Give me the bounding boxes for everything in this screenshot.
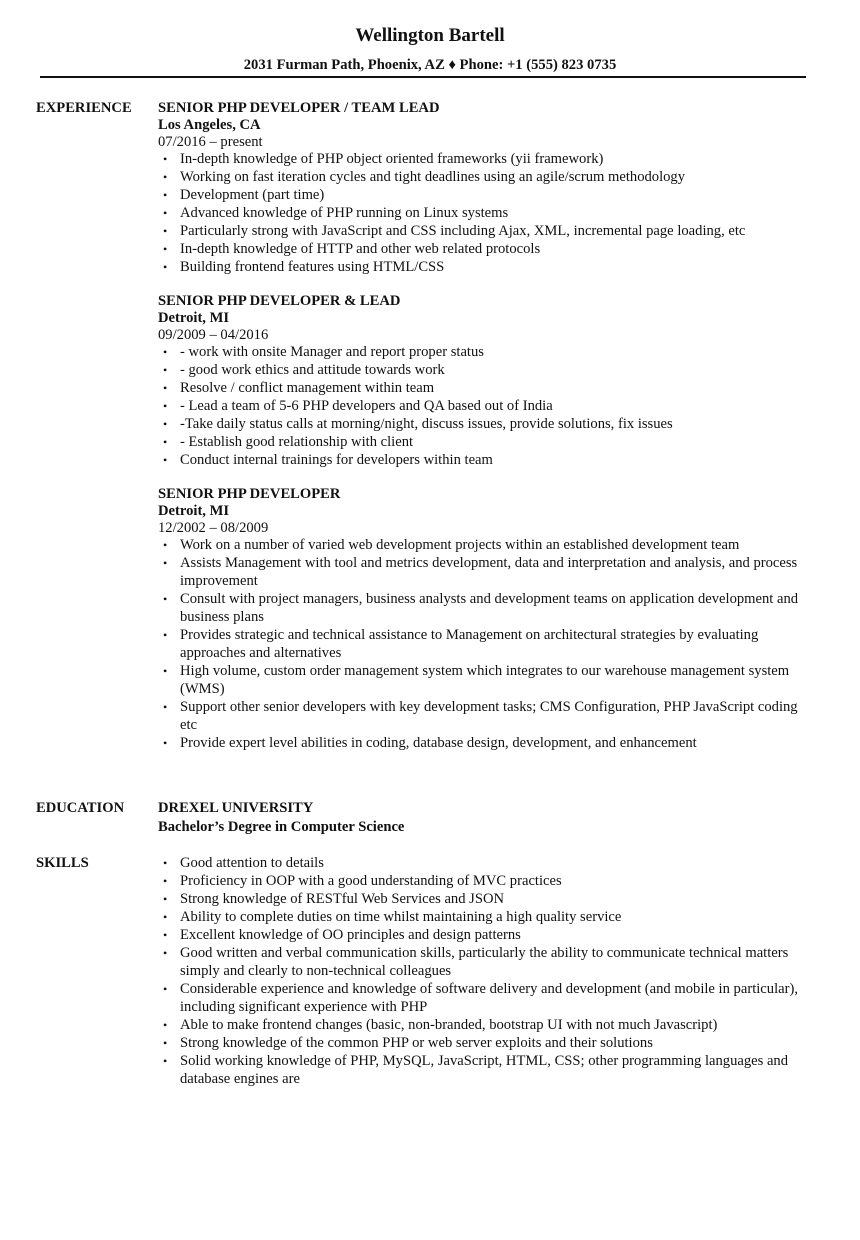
experience-body <box>158 99 818 768</box>
list-item: • Solid working knowledge of PHP, MySQL, JavaScript, HTML, CSS; other programming languages and database engines are <box>163 1053 789 1087</box>
list-item: • Good written and verbal communication skills, particularly the ability to communicate technical matters simply and clearly to non-technical colleagues <box>163 945 789 979</box>
bullet-icon: • <box>163 435 168 449</box>
bullet-icon: • <box>163 399 168 413</box>
education-body <box>158 799 818 837</box>
section-label-experience: EXPERIENCE <box>36 100 132 116</box>
list-item: • Provides strategic and technical assistance to Management on architectural strategies by evaluating approaches and alternatives <box>163 627 759 661</box>
list-item: • Particularly strong with JavaScript and CSS including Ajax, XML, incremental page loading, etc <box>163 223 746 239</box>
job-dates: 07/2016 – present <box>158 134 263 150</box>
list-item: • In-depth knowledge of PHP object oriented frameworks (yii framework) <box>163 151 604 167</box>
list-item: • Assists Management with tool and metrics development, data and interpretation and analysis, and process improvement <box>163 555 798 589</box>
job-location: Detroit, MI <box>158 310 230 326</box>
list-item: • Conduct internal trainings for developers within team <box>163 452 493 468</box>
list-item: • - Establish good relationship with client <box>163 434 414 450</box>
list-item: • Provide expert level abilities in coding, database design, development, and enhancement <box>163 735 697 751</box>
bullet-icon: • <box>163 892 168 906</box>
bullet-icon: • <box>163 152 168 166</box>
bullet-icon: • <box>163 1018 168 1032</box>
bullet-icon: • <box>163 982 168 996</box>
list-item: • -Take daily status calls at morning/night, discuss issues, provide solutions, fix issues <box>163 416 673 432</box>
bullet-icon: • <box>163 538 168 552</box>
skills-body <box>158 854 818 1088</box>
list-item: • Strong knowledge of the common PHP or web server exploits and their solutions <box>163 1035 653 1051</box>
header-divider <box>40 76 806 78</box>
resume-header <box>0 24 860 74</box>
job-title: SENIOR PHP DEVELOPER <box>158 486 341 502</box>
job-dates: 09/2009 – 04/2016 <box>158 327 269 343</box>
bullet-icon: • <box>163 242 168 256</box>
job-entry <box>158 99 818 276</box>
list-item: • - good work ethics and attitude towards work <box>163 362 445 378</box>
bullet-icon: • <box>163 928 168 942</box>
list-item: • Advanced knowledge of PHP running on Linux systems <box>163 205 509 221</box>
job-bullets <box>158 343 818 469</box>
job-location: Los Angeles, CA <box>158 117 261 133</box>
bullet-icon: • <box>163 381 168 395</box>
degree: Bachelor’s Degree in Computer Science <box>158 819 405 835</box>
candidate-name: Wellington Bartell <box>355 25 505 46</box>
job-location: Detroit, MI <box>158 503 230 519</box>
list-item: • - Lead a team of 5-6 PHP developers and QA based out of India <box>163 398 553 414</box>
bullet-icon: • <box>163 1036 168 1050</box>
list-item: • Building frontend features using HTML/CSS <box>163 259 445 275</box>
list-item: • Good attention to details <box>163 855 324 871</box>
list-item: • Resolve / conflict management within team <box>163 380 435 396</box>
list-item: • Excellent knowledge of OO principles and design patterns <box>163 927 521 943</box>
bullet-icon: • <box>163 856 168 870</box>
bullet-icon: • <box>163 206 168 220</box>
list-item: • Work on a number of varied web development projects within an established development team <box>163 537 740 553</box>
bullet-icon: • <box>163 910 168 924</box>
bullet-icon: • <box>163 345 168 359</box>
job-bullets <box>158 150 818 276</box>
bullet-icon: • <box>163 592 168 606</box>
bullet-icon: • <box>163 736 168 750</box>
bullet-icon: • <box>163 188 168 202</box>
bullet-icon: • <box>163 556 168 570</box>
job-title: SENIOR PHP DEVELOPER & LEAD <box>158 293 401 309</box>
list-item: • Development (part time) <box>163 187 325 203</box>
bullet-icon: • <box>163 417 168 431</box>
bullet-icon: • <box>163 170 168 184</box>
job-entry <box>158 292 818 469</box>
list-item: • Considerable experience and knowledge of software delivery and development (and mobile in particular), including significant experience with PHP <box>163 981 798 1015</box>
skills-list <box>158 854 818 1088</box>
list-item: • Support other senior developers with key development tasks; CMS Configuration, PHP JavaScript coding etc <box>163 699 798 733</box>
list-item: • In-depth knowledge of HTTP and other web related protocols <box>163 241 541 257</box>
bullet-icon: • <box>163 700 168 714</box>
list-item: • High volume, custom order management system which integrates to our warehouse management system (WMS) <box>163 663 790 697</box>
job-entry <box>158 485 818 752</box>
bullet-icon: • <box>163 363 168 377</box>
bullet-icon: • <box>163 628 168 642</box>
contact-line: 2031 Furman Path, Phoenix, AZ ♦ Phone: +1 (555) 823 0735 <box>243 57 617 73</box>
section-label-education: EDUCATION <box>36 800 125 816</box>
list-item: • Able to make frontend changes (basic, non-branded, bootstrap UI with not much Javascript) <box>163 1017 718 1033</box>
list-item: • Consult with project managers, business analysts and development teams on application development and business plans <box>163 591 799 625</box>
bullet-icon: • <box>163 453 168 467</box>
school-name: DREXEL UNIVERSITY <box>158 800 314 816</box>
section-label-skills: SKILLS <box>36 855 89 871</box>
bullet-icon: • <box>163 946 168 960</box>
list-item: • Strong knowledge of RESTful Web Services and JSON <box>163 891 505 907</box>
list-item: • - work with onsite Manager and report proper status <box>163 344 484 360</box>
job-dates: 12/2002 – 08/2009 <box>158 520 269 536</box>
bullet-icon: • <box>163 874 168 888</box>
list-item: • Proficiency in OOP with a good understanding of MVC practices <box>163 873 562 889</box>
bullet-icon: • <box>163 1054 168 1068</box>
bullet-icon: • <box>163 664 168 678</box>
list-item: • Ability to complete duties on time whilst maintaining a high quality service <box>163 909 622 925</box>
job-bullets <box>158 536 818 752</box>
bullet-icon: • <box>163 224 168 238</box>
list-item: • Working on fast iteration cycles and tight deadlines using an agile/scrum methodology <box>163 169 686 185</box>
job-title: SENIOR PHP DEVELOPER / TEAM LEAD <box>158 100 440 116</box>
bullet-icon: • <box>163 260 168 274</box>
